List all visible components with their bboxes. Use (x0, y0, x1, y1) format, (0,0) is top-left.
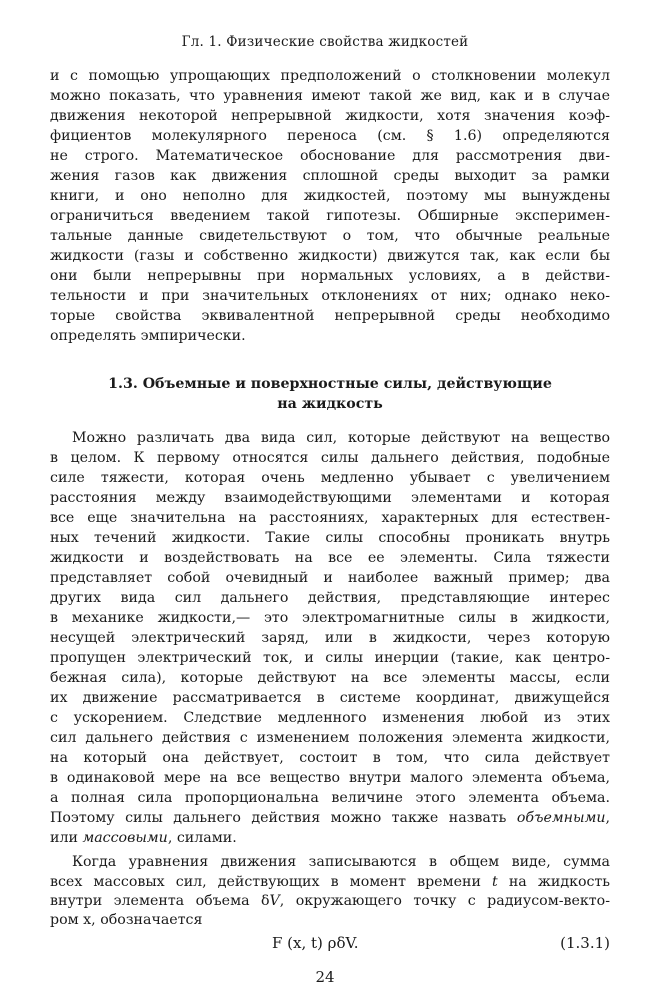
text-span: внутри элемента объема δ (50, 893, 270, 909)
text-line: расстояния между взаимодействующими элементами и которая (50, 490, 610, 506)
text-line: жидкости и воздействовать на все ее элементы. Сила тяжести (50, 550, 610, 566)
text-line: ограничиться введением такой гипотезы. Обширные эксперимен- (50, 208, 610, 224)
text-line (50, 872, 610, 892)
section-heading-line1: 1.3. Объемные и поверхностные силы, действующие (108, 376, 552, 392)
math-v: V (269, 893, 280, 909)
text-span: , силами. (167, 830, 237, 846)
text-span: Поэтому силы дальнего действия можно также назвать (50, 810, 517, 826)
term-mass-forces: массовыми (82, 830, 168, 846)
text-line: в целом. К первому относятся силы дальнего действия, подобные (50, 450, 610, 466)
text-line: Когда уравнения движения записываются в общем виде, сумма (72, 854, 610, 870)
running-header: Гл. 1. Физические свойства жидкостей (181, 34, 469, 50)
math-t: t (492, 874, 498, 890)
text-line: несущей электрический заряд, или в жидкости, через которую (50, 630, 610, 646)
text-span: , (605, 810, 610, 826)
text-line (50, 828, 610, 848)
text-span: на жидкость (497, 874, 611, 890)
text-line: и с помощью упрощающих предположений о столкновении молекул (50, 68, 610, 84)
text-line: пропущен электрический ток, и силы инерции (такие, как центро- (50, 650, 610, 666)
text-line: тальные данные свидетельствуют о том, что обычные реальные (50, 228, 610, 244)
text-line: силе тяжести, которая очень медленно убывает с увеличением (50, 470, 610, 486)
text-line: а полная сила пропорциональна величине этого элемента объема. (50, 790, 610, 806)
text-line: определять эмпирически. (50, 328, 246, 344)
text-line: сил дальнего действия с изменением положения элемента жидкости, (50, 730, 610, 746)
text-line: тельности и при значительных отклонениях от них; однако неко- (50, 288, 610, 304)
text-line: бежная сила), которые действуют на все элементы массы, если (50, 670, 610, 686)
text-line: они были непрерывны при нормальных условиях, а в действи- (50, 268, 610, 284)
text-line: в механике жидкости,— это электромагнитные силы в жидкости, (50, 610, 610, 626)
text-span: , окружающего точку с радиусом-векто- (279, 893, 610, 909)
text-line: фициентов молекулярного переноса (см. § 1.6) определяются (50, 128, 610, 144)
text-line: на который она действует, состоит в том, что сила действует (50, 750, 610, 766)
text-line: можно показать, что уравнения имеют такой же вид, как и в случае (50, 88, 610, 104)
text-line: ных течений жидкости. Такие силы способны проникать внутрь (50, 530, 610, 546)
text-line: Можно различать два вида сил, которые действуют на вещество (72, 430, 610, 446)
text-line: книги, и оно неполно для жидкостей, поэтому мы вынуждены (50, 188, 610, 204)
text-line (50, 808, 610, 828)
equation (50, 934, 610, 956)
text-line: торые свойства эквивалентной непрерывной среды необходимо (50, 308, 610, 324)
text-line: представляет собой очевидный и наиболее важный пример; два (50, 570, 610, 586)
text-span: или (50, 830, 83, 846)
text-line: в одинаковой мере на все вещество внутри малого элемента объема, (50, 770, 610, 786)
text-line: жидкости (газы и собственно жидкости) движутся так, как если бы (50, 248, 610, 264)
text-span: всех массовых сил, действующих в момент времени (50, 874, 493, 890)
equation-number: (1.3.1) (560, 934, 610, 952)
text-line: их движение рассматривается в системе координат, движущейся (50, 690, 610, 706)
text-line: движения некоторой непрерывной жидкости, хотя значения коэф- (50, 108, 610, 124)
text-line: других вида сил дальнего действия, представляющие интерес (50, 590, 610, 606)
text-line: не строго. Математическое обоснование для рассмотрения дви- (50, 148, 610, 164)
text-line: жения газов как движения сплошной среды выходит за рамки (50, 168, 610, 184)
term-volume-forces: объемными (516, 810, 606, 826)
equation-expression: F (x, t) ρδV. (272, 934, 359, 952)
text-line: все еще значительна на расстояниях, характерных для естествен- (50, 510, 610, 526)
text-line: ром x, обозначается (50, 912, 203, 928)
section-heading-line2: на жидкость (277, 396, 383, 412)
text-line (50, 891, 610, 911)
text-line: с ускорением. Следствие медленного изменения любой из этих (50, 710, 610, 726)
page-number: 24 (315, 968, 335, 986)
